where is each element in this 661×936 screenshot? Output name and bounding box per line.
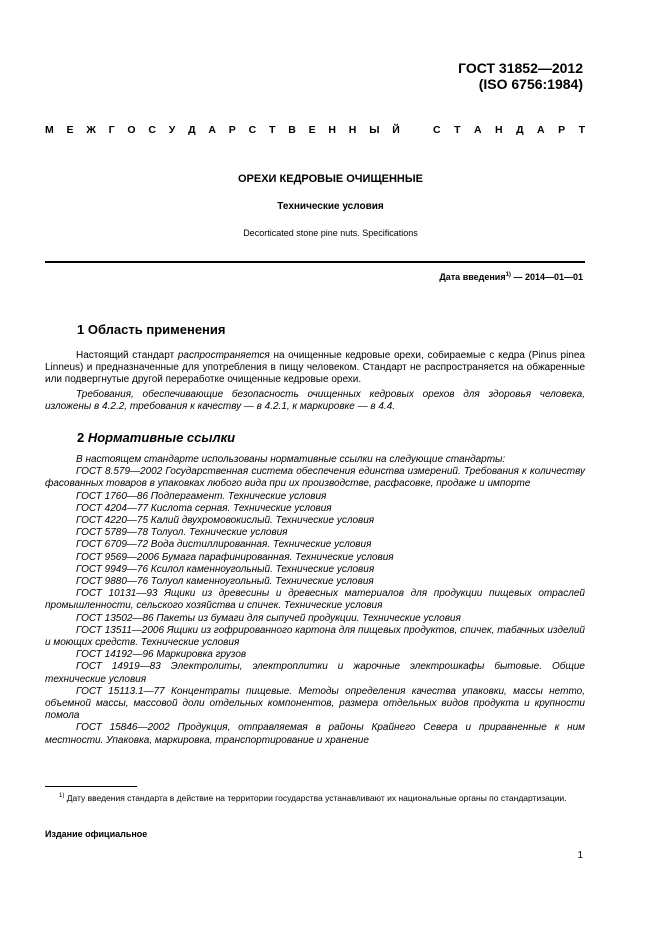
document-subtitle: Технические условия — [277, 201, 384, 212]
standard-id-block — [458, 60, 583, 92]
band-letter: Н — [328, 124, 336, 136]
reference-item: ГОСТ 9949—76 Ксилол каменноугольный. Технические условия — [76, 563, 375, 575]
band-letter: Т — [454, 124, 461, 136]
s1p2-text: Требования, обеспечивающие безопасность очищенных кедровых орехов для здоровья человека, изложены в 4.2.2, требования к качеству — в 4.2.1, к маркировке — в 4.4. — [45, 389, 585, 413]
document-title: ОРЕХИ КЕДРОВЫЕ ОЧИЩЕННЫЕ — [237, 173, 423, 185]
band-letter: Т — [578, 124, 585, 136]
intro-date-label: Дата введения — [439, 272, 506, 282]
reference-item: ГОСТ 8.579—2002 Государственная система обеспечения единства измерений. Требования к количеству фасованных товаров в упаковках любого вида при их производстве, расфасовке, продаже и импорте — [45, 466, 585, 490]
section-1-paragraph-2 — [45, 389, 585, 413]
band-letter: А — [208, 124, 216, 136]
band-letter: Е — [308, 124, 316, 136]
band-letter: Т — [268, 124, 276, 136]
english-title: Decorticated stone pine nuts. Specifications — [243, 228, 418, 238]
band-letter: Й — [392, 124, 400, 136]
reference-item: ГОСТ 15113.1—77 Концентраты пищевые. Методы определения качества упаковки, массы нетто, объемной массы, массовой доли отдельных компонентов, размера отдельных видов продукта и крупности помола — [45, 685, 585, 722]
band-letter: Н — [348, 124, 357, 136]
footnote-separator — [45, 786, 137, 787]
band-letter: Р — [228, 124, 236, 136]
reference-item: ГОСТ 14192—96 Маркировка грузов — [76, 649, 247, 661]
reference-item: ГОСТ 9569—2006 Бумага парафинированная. Технические условия — [76, 551, 394, 563]
band-letter: В — [288, 124, 296, 136]
intro-date-footnote-mark: 1) — [505, 272, 511, 278]
section-2-number: 2 — [77, 430, 88, 445]
reference-item: ГОСТ 1760—86 Подпергамент. Технические условия — [76, 490, 327, 502]
reference-item: ГОСТ 4204—77 Кислота серная. Технические условия — [76, 502, 332, 514]
band-letter: А — [537, 124, 545, 136]
band-letter: У — [168, 124, 176, 136]
section-1-paragraph-1 — [45, 350, 585, 387]
band-letter: М — [45, 124, 54, 136]
band-letter: С — [248, 124, 257, 136]
section-2-title: Нормативные ссылки — [87, 430, 236, 445]
intro-date-value: — 2014—01—01 — [513, 272, 583, 282]
band-letter: С — [433, 124, 441, 136]
reference-item: ГОСТ 4220—75 Калий двухромовокислый. Технические условия — [76, 515, 375, 527]
band-letter: Г — [108, 124, 115, 136]
reference-item: ГОСТ 15846—2002 Продукция, отправляемая в районы Крайнего Севера и приравненные к ним местности. Упаковка, маркировка, транспортирование и хранение — [45, 722, 585, 746]
reference-item: ГОСТ 13502—86 Пакеты из бумаги для сыпучей продукции. Технические условия — [76, 612, 461, 624]
reference-item: ГОСТ 5789—78 Толуол. Технические условия — [76, 527, 288, 539]
band-letter: Ж — [86, 124, 96, 136]
band-letter: А — [473, 124, 482, 136]
band-letter: Е — [66, 124, 74, 136]
reference-item: ГОСТ 6709—72 Вода дистиллированная. Технические условия — [76, 539, 372, 551]
page-number: 1 — [577, 850, 583, 861]
band-letter: Ы — [369, 124, 380, 136]
references-intro: В настоящем стандарте использованы нормативные ссылки на следующие стандарты: — [76, 454, 506, 465]
band-letter: Д — [516, 124, 524, 136]
band-word-interstate — [45, 124, 400, 136]
reference-item: ГОСТ 13511—2006 Ящики из гофрированного картона для пищевых продуктов, спичек, табачных изделий и моющих средств. Технические условия — [45, 624, 585, 649]
band-letter: О — [127, 124, 136, 136]
standard-number: ГОСТ 31852—2012 — [458, 60, 583, 76]
band-letter: Н — [495, 124, 503, 136]
band-word-standard — [433, 124, 585, 136]
footnote-mark: 1) — [59, 793, 65, 799]
official-edition-label: Издание официальное — [45, 829, 148, 839]
band-letter: Р — [558, 124, 566, 136]
section-1-heading: 1 Область применения — [77, 322, 226, 337]
iso-number: (ISO 6756:1984) — [478, 76, 583, 92]
band-letter: С — [148, 124, 156, 136]
section-2-heading — [77, 430, 235, 445]
title-divider — [45, 261, 585, 263]
introduction-date — [439, 272, 583, 282]
s1p1-text-a: Настоящий стандарт — [76, 350, 178, 361]
reference-item: ГОСТ 9880—76 Толуол каменноугольный. Технические условия — [76, 576, 374, 588]
reference-item: ГОСТ 14919—83 Электролиты, электроплитки и жарочные электрошкафы бытовые. Общие технические условия — [45, 661, 585, 685]
s1p1-text-c: на очищенные кедровые орехи, собираемые с кедра (Pinus pinea Linneus) и предназначенные для употребления в пищу человеком. Стандарт не распространяется на обжаренные или подвергнутые другой переработке очищенные кедровые орехи. — [45, 350, 585, 386]
footnote-text: Дату введения стандарта в действие на территории государства устанавливают их национальные органы по стандартизации. — [64, 792, 567, 803]
normative-references-list — [45, 454, 585, 747]
footnote — [45, 790, 585, 804]
band-letter: Д — [188, 124, 196, 136]
s1p1-text-b: распространяется — [177, 350, 270, 361]
interstate-standard-band — [45, 124, 585, 136]
reference-item: ГОСТ 10131—93 Ящики из древесины и древесных материалов для продукции пищевых отраслей промышленности, сельского хозяйства и спичек. Технические условия — [45, 588, 585, 612]
